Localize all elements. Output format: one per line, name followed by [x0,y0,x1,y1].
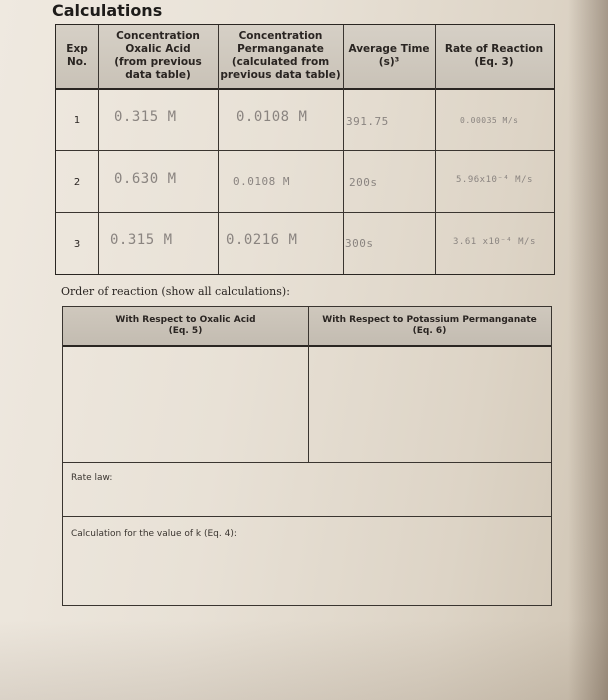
row-2-time: 200s [349,176,378,189]
header-exp-no: Exp No. [66,43,88,68]
header-oxalic-acid: Concentration Oxalic Acid (from previous data table) [114,30,202,81]
page-title: Calculations [52,1,163,20]
row-3-permanganate: 0.0216 M [226,232,298,248]
order-of-reaction-table [62,306,552,606]
row-divider [56,150,554,151]
header-permanganate-order: With Respect to Potassium Permanganate (Eq. 6) [322,315,537,336]
header-rate-of-reaction: Rate of Reaction (Eq. 3) [444,43,544,68]
row-1-permanganate: 0.0108 M [236,109,308,125]
row-3-time: 300s [345,237,374,250]
row-3-rate: 3.61 x10⁻⁴ M/s [453,237,536,247]
rate-law-label: Rate law: [71,473,113,483]
row-divider [56,212,554,213]
edge-shadow [568,0,608,700]
column-divider [308,307,309,463]
row-1-rate: 0.00035 M/s [460,116,519,125]
row-3-number: 3 [73,239,81,250]
order-of-reaction-label: Order of reaction (show all calculations): [61,285,290,298]
header-oxalic-order: With Respect to Oxalic Acid (Eq. 5) [115,315,256,336]
row-divider [63,516,551,517]
row-2-rate: 5.96x10⁻⁴ M/s [456,175,533,185]
order-table-header [63,307,551,347]
table-header [56,25,554,90]
calculations-table [55,24,555,275]
row-1-number: 1 [73,115,81,126]
page-shadow [0,620,608,700]
row-1-time: 391.75 [346,115,389,128]
header-permanganate: Concentration Permanganate (calculated from previous data table) [220,30,341,81]
row-1-oxalic: 0.315 M [114,109,177,125]
row-2-oxalic: 0.630 M [114,171,177,187]
row-divider [63,462,551,463]
k-calculation-label: Calculation for the value of k (Eq. 4): [71,529,237,539]
row-3-oxalic: 0.315 M [110,232,173,248]
row-2-number: 2 [73,177,81,188]
header-average-time: Average Time (s)³ [348,43,430,68]
row-2-permanganate: 0.0108 M [233,175,290,188]
